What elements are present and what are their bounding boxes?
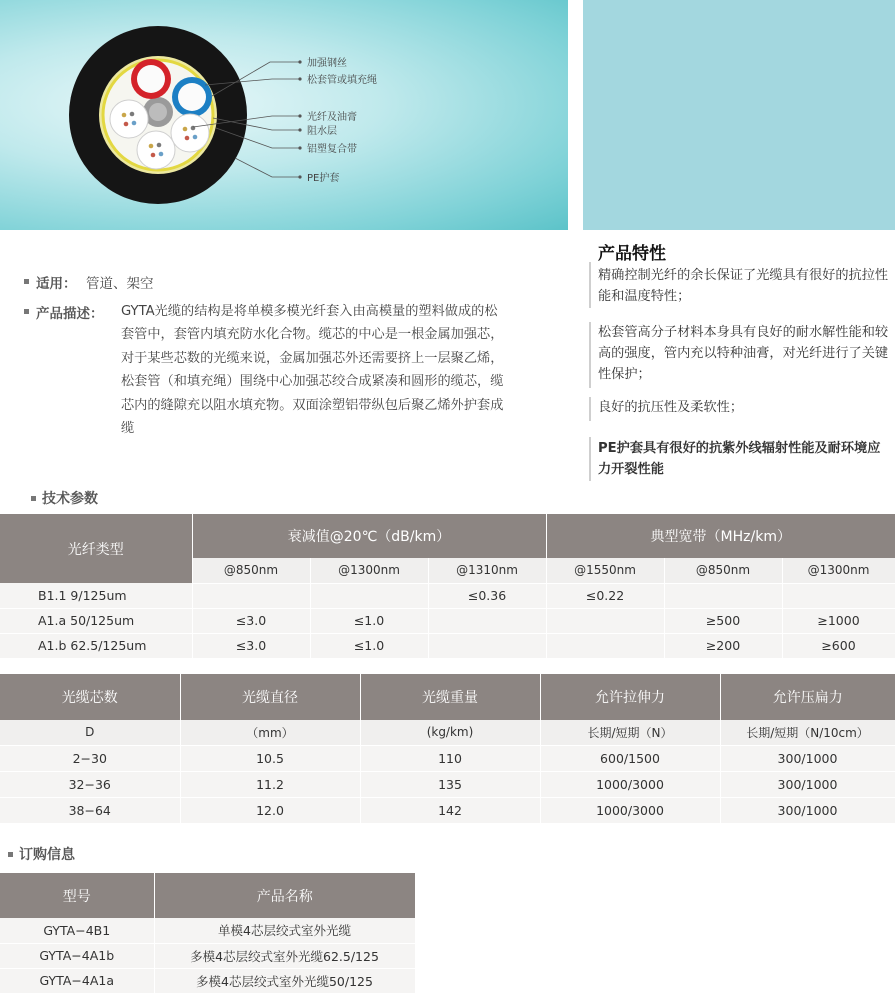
bullet-icon: [24, 279, 29, 284]
attenuation-bandwidth-table: [0, 514, 895, 659]
cell: 110: [360, 745, 540, 771]
label-pe-sheath: PE护套: [307, 173, 340, 184]
feature-item-4: PE护套具有很好的抗紫外线辐射性能及耐环境应力开裂性能: [598, 441, 881, 477]
usage-label: 适用：: [36, 276, 77, 292]
label-loose-tube: 松套管或填充绳: [307, 75, 377, 86]
bullet-icon: [31, 496, 36, 501]
usage-value: 管道、架空: [86, 276, 154, 292]
header-core-count: 光缆芯数: [0, 674, 180, 720]
bullet-icon: [24, 309, 29, 314]
cell: B1.1 9/125um: [0, 583, 192, 608]
cell: 10.5: [180, 745, 360, 771]
cell: 单模4芯层绞式室外光缆: [154, 918, 415, 943]
sub-header: @1550nm: [546, 558, 664, 583]
sub-header: @1310nm: [428, 558, 546, 583]
cell: [664, 583, 782, 608]
description-text: GYTA光缆的结构是将单模多模光纤套入由高模量的塑料做成的松套管中，套管内填充防水化合物。缆芯的中心是一根金属加强芯，对于某些芯数的光缆来说，金属加强芯外还需要挤上一层聚乙烯，松套管（和填充绳）围绕中心加强芯绞合成紧凑和圆形的缆芯，缆芯内的缝隙充以阻水填充物。双面涂塑铝带纵包后聚乙烯外护套成缆: [121, 304, 504, 437]
header-fiber-type: 光纤类型: [0, 514, 192, 583]
header-attenuation: 衰减值@20℃（dB/km）: [192, 514, 546, 558]
label-steel-wire: 加强钢丝: [307, 58, 347, 69]
cell: ≥600: [782, 633, 895, 658]
label-water-block: 阻水层: [307, 126, 337, 137]
table-row: [0, 918, 415, 943]
header-product-name: 产品名称: [154, 873, 415, 918]
cable-spec-table: [0, 674, 895, 824]
cell: A1.a 50/125um: [0, 608, 192, 633]
cell: ≤3.0: [192, 608, 310, 633]
header-bandwidth: 典型宽带（MHz/km）: [546, 514, 895, 558]
table-row: [0, 943, 415, 968]
label-fiber-gel: 光纤及油膏: [307, 112, 357, 123]
cell: ≤1.0: [310, 608, 428, 633]
cell: GYTA−4A1b: [0, 943, 154, 968]
cell: 300/1000: [720, 797, 895, 823]
cell: A1.b 62.5/125um: [0, 633, 192, 658]
cell: 1000/3000: [540, 797, 720, 823]
loose-tube-white-2: [171, 114, 209, 152]
cable-cross-section-diagram: [0, 0, 568, 230]
cell: 多模4芯层绞式室外光缆50/125: [154, 968, 415, 993]
feature-rule: [589, 397, 591, 421]
header-model: 型号: [0, 873, 154, 918]
order-info-title: 订购信息: [19, 847, 75, 863]
cell: 600/1500: [540, 745, 720, 771]
sub-header: @1300nm: [310, 558, 428, 583]
cell: ≤1.0: [310, 633, 428, 658]
sub-header: @850nm: [664, 558, 782, 583]
cell: 300/1000: [720, 745, 895, 771]
cell: ≥1000: [782, 608, 895, 633]
cell: [192, 583, 310, 608]
table-row: [0, 583, 895, 608]
loose-tube-white-1: [110, 100, 148, 138]
table-row: [0, 771, 895, 797]
cell: [546, 608, 664, 633]
sub-header: @850nm: [192, 558, 310, 583]
cell: 135: [360, 771, 540, 797]
sub-header: 长期/短期（N）: [540, 720, 720, 745]
cell: ≥200: [664, 633, 782, 658]
cell: [428, 633, 546, 658]
cell: 多模4芯层绞式室外光缆62.5/125: [154, 943, 415, 968]
cell: ≤0.36: [428, 583, 546, 608]
table-row: [0, 633, 895, 658]
description-label: 产品描述：: [36, 306, 104, 322]
cell: [310, 583, 428, 608]
cell: ≤3.0: [192, 633, 310, 658]
loose-tube-white-3: [137, 131, 175, 169]
features-title: 产品特性: [598, 244, 666, 264]
cell: 2−30: [0, 745, 180, 771]
cell: [782, 583, 895, 608]
loose-tube-blue: [172, 77, 212, 117]
cell: [546, 633, 664, 658]
cell: ≤0.22: [546, 583, 664, 608]
feature-rule: [589, 437, 591, 481]
header-diameter: 光缆直径: [180, 674, 360, 720]
feature-rule: [589, 322, 591, 388]
header-tensile: 允许拉伸力: [540, 674, 720, 720]
table-row: [0, 968, 415, 993]
cell: 12.0: [180, 797, 360, 823]
sub-header: (kg/km): [360, 720, 540, 745]
cell: GYTA−4A1a: [0, 968, 154, 993]
bullet-icon: [8, 852, 13, 857]
tech-params-title: 技术参数: [42, 491, 98, 507]
table-row: [0, 608, 895, 633]
cell: 300/1000: [720, 771, 895, 797]
cell: [428, 608, 546, 633]
table-row: [0, 797, 895, 823]
cell: ≥500: [664, 608, 782, 633]
sub-header: D: [0, 720, 180, 745]
order-table: [0, 873, 416, 994]
feature-rule: [589, 262, 591, 308]
sub-header: （mm）: [180, 720, 360, 745]
cell: 32−36: [0, 771, 180, 797]
sub-header: 长期/短期（N/10cm）: [720, 720, 895, 745]
header-weight: 光缆重量: [360, 674, 540, 720]
loose-tube-red: [131, 59, 171, 99]
feature-item-2: 松套管高分子材料本身具有良好的耐水解性能和较高的强度，管内充以特种油膏，对光纤进行了关键性保护；: [598, 325, 889, 382]
cell: 142: [360, 797, 540, 823]
hero-banner-right: [583, 0, 895, 230]
cell: GYTA−4B1: [0, 918, 154, 943]
feature-item-3: 良好的抗压性及柔软性；: [598, 400, 744, 415]
feature-item-1: 精确控制光纤的余长保证了光缆具有很好的抗拉性能和温度特性；: [598, 268, 889, 304]
cell: 38−64: [0, 797, 180, 823]
cell: 1000/3000: [540, 771, 720, 797]
sub-header: @1300nm: [782, 558, 895, 583]
cell: 11.2: [180, 771, 360, 797]
header-crush: 允许压扁力: [720, 674, 895, 720]
label-aluminum-tape: 铝塑复合带: [307, 144, 357, 155]
table-row: [0, 745, 895, 771]
